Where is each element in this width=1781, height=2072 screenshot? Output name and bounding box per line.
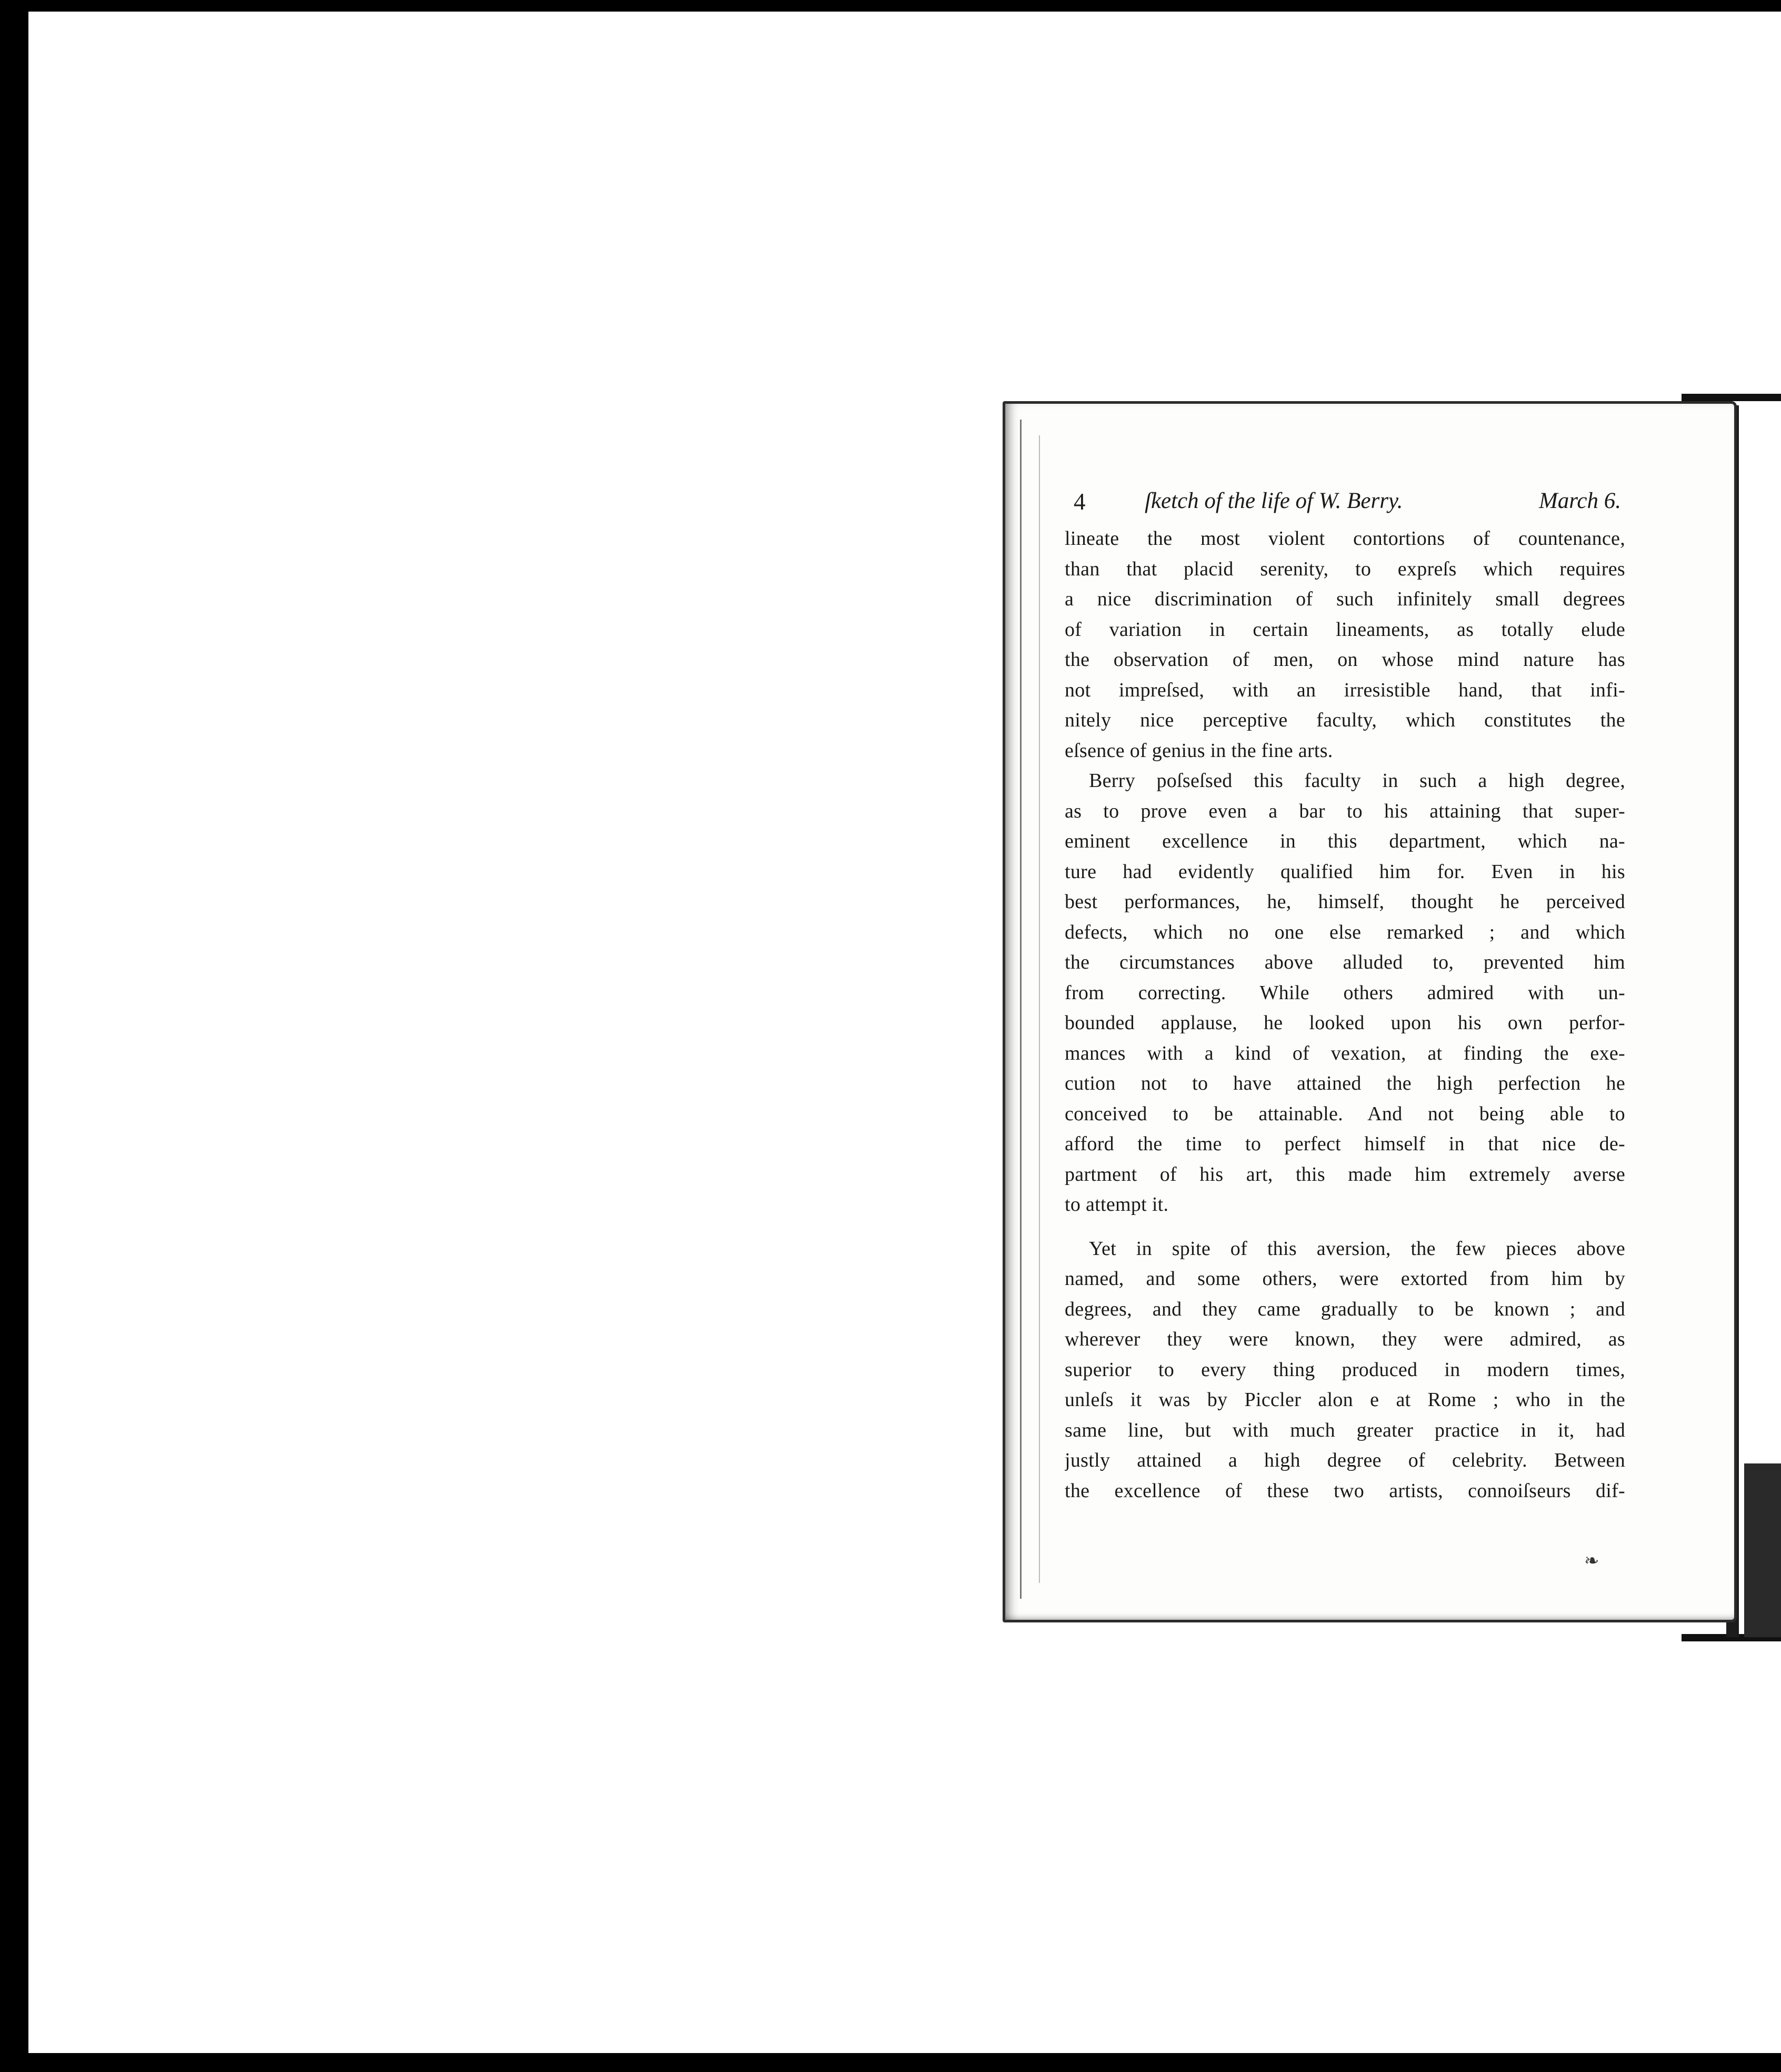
text-line: superior to every thing produced in modern times, xyxy=(1065,1358,1625,1381)
text-line: unleſs it was by Piccler alon e at Rome ; who in the xyxy=(1065,1389,1625,1411)
text-line: of variation in certain lineaments, as totally elude xyxy=(1065,618,1625,641)
page-number: 4 xyxy=(1074,489,1086,515)
facing-page-shadow xyxy=(1744,1463,1781,1637)
scan-top-edge xyxy=(0,0,1781,12)
running-date: March 6. xyxy=(1538,489,1621,513)
text-line: mances with a kind of vexation, at finding the exe- xyxy=(1065,1042,1625,1064)
book-page xyxy=(1003,401,1737,1622)
text-line: Berry poſseſsed this faculty in such a high degree, xyxy=(1089,770,1625,792)
text-line: wherever they were known, they were admired, as xyxy=(1065,1328,1625,1350)
text-line: lineate the most violent contortions of countenance, xyxy=(1065,527,1625,550)
scan-bottom-edge xyxy=(0,2053,1781,2072)
text-line: best performances, he, himself, thought he perceived xyxy=(1065,891,1625,913)
text-line: the excellence of these two artists, connoiſseurs dif- xyxy=(1065,1479,1625,1502)
paragraph-gap xyxy=(1065,1220,1625,1234)
text-line: same line, but with much greater practice in it, had xyxy=(1065,1419,1625,1441)
text-line: bounded applause, he looked upon his own perfor- xyxy=(1065,1012,1625,1034)
running-title: ſketch of the life of W. Berry. xyxy=(1145,489,1403,513)
text-line: afford the time to perfect himself in that nice de- xyxy=(1065,1133,1625,1155)
text-line: defects, which no one else remarked ; and which xyxy=(1065,921,1625,943)
text-line: not impreſsed, with an irresistible hand, that infi- xyxy=(1065,679,1625,701)
running-head xyxy=(1074,488,1621,520)
text-line: eminent excellence in this department, which na- xyxy=(1065,830,1625,852)
text-line: the observation of men, on whose mind nature has xyxy=(1065,649,1625,671)
gutter-shadow-line xyxy=(1039,435,1040,1583)
text-line: degrees, and they came gradually to be known ; and xyxy=(1065,1298,1625,1320)
text-line: eſsence of genius in the fine arts. xyxy=(1065,739,1333,762)
text-line: a nice discrimination of such infinitely small degrees xyxy=(1065,588,1625,610)
text-line: the circumstances above alluded to, prevented him xyxy=(1065,951,1625,973)
gutter-line xyxy=(1020,420,1022,1599)
text-line: partment of his art, this made him extremely averse xyxy=(1065,1163,1625,1186)
text-line: justly attained a high degree of celebrity. Between xyxy=(1065,1449,1625,1471)
text-line: ture had evidently qualified him for. Even in his xyxy=(1065,860,1625,883)
text-line: to attempt it. xyxy=(1065,1193,1169,1216)
text-block xyxy=(1065,524,1625,1506)
text-line: nitely nice perceptive faculty, which constitutes the xyxy=(1065,709,1625,731)
text-line: as to prove even a bar to his attaining that super- xyxy=(1065,800,1625,822)
text-line: named, and some others, were extorted from him by xyxy=(1065,1268,1625,1290)
text-line: Yet in spite of this aversion, the few pieces above xyxy=(1089,1237,1625,1260)
text-line: cution not to have attained the high perfection he xyxy=(1065,1072,1625,1094)
ink-blot: ❧ xyxy=(1584,1551,1599,1571)
scan-left-edge xyxy=(0,0,28,2072)
text-line: from correcting. While others admired with un- xyxy=(1065,981,1625,1004)
text-line: conceived to be attainable. And not being able to xyxy=(1065,1102,1625,1125)
text-line: than that placid serenity, to expreſs which requires xyxy=(1065,557,1625,580)
